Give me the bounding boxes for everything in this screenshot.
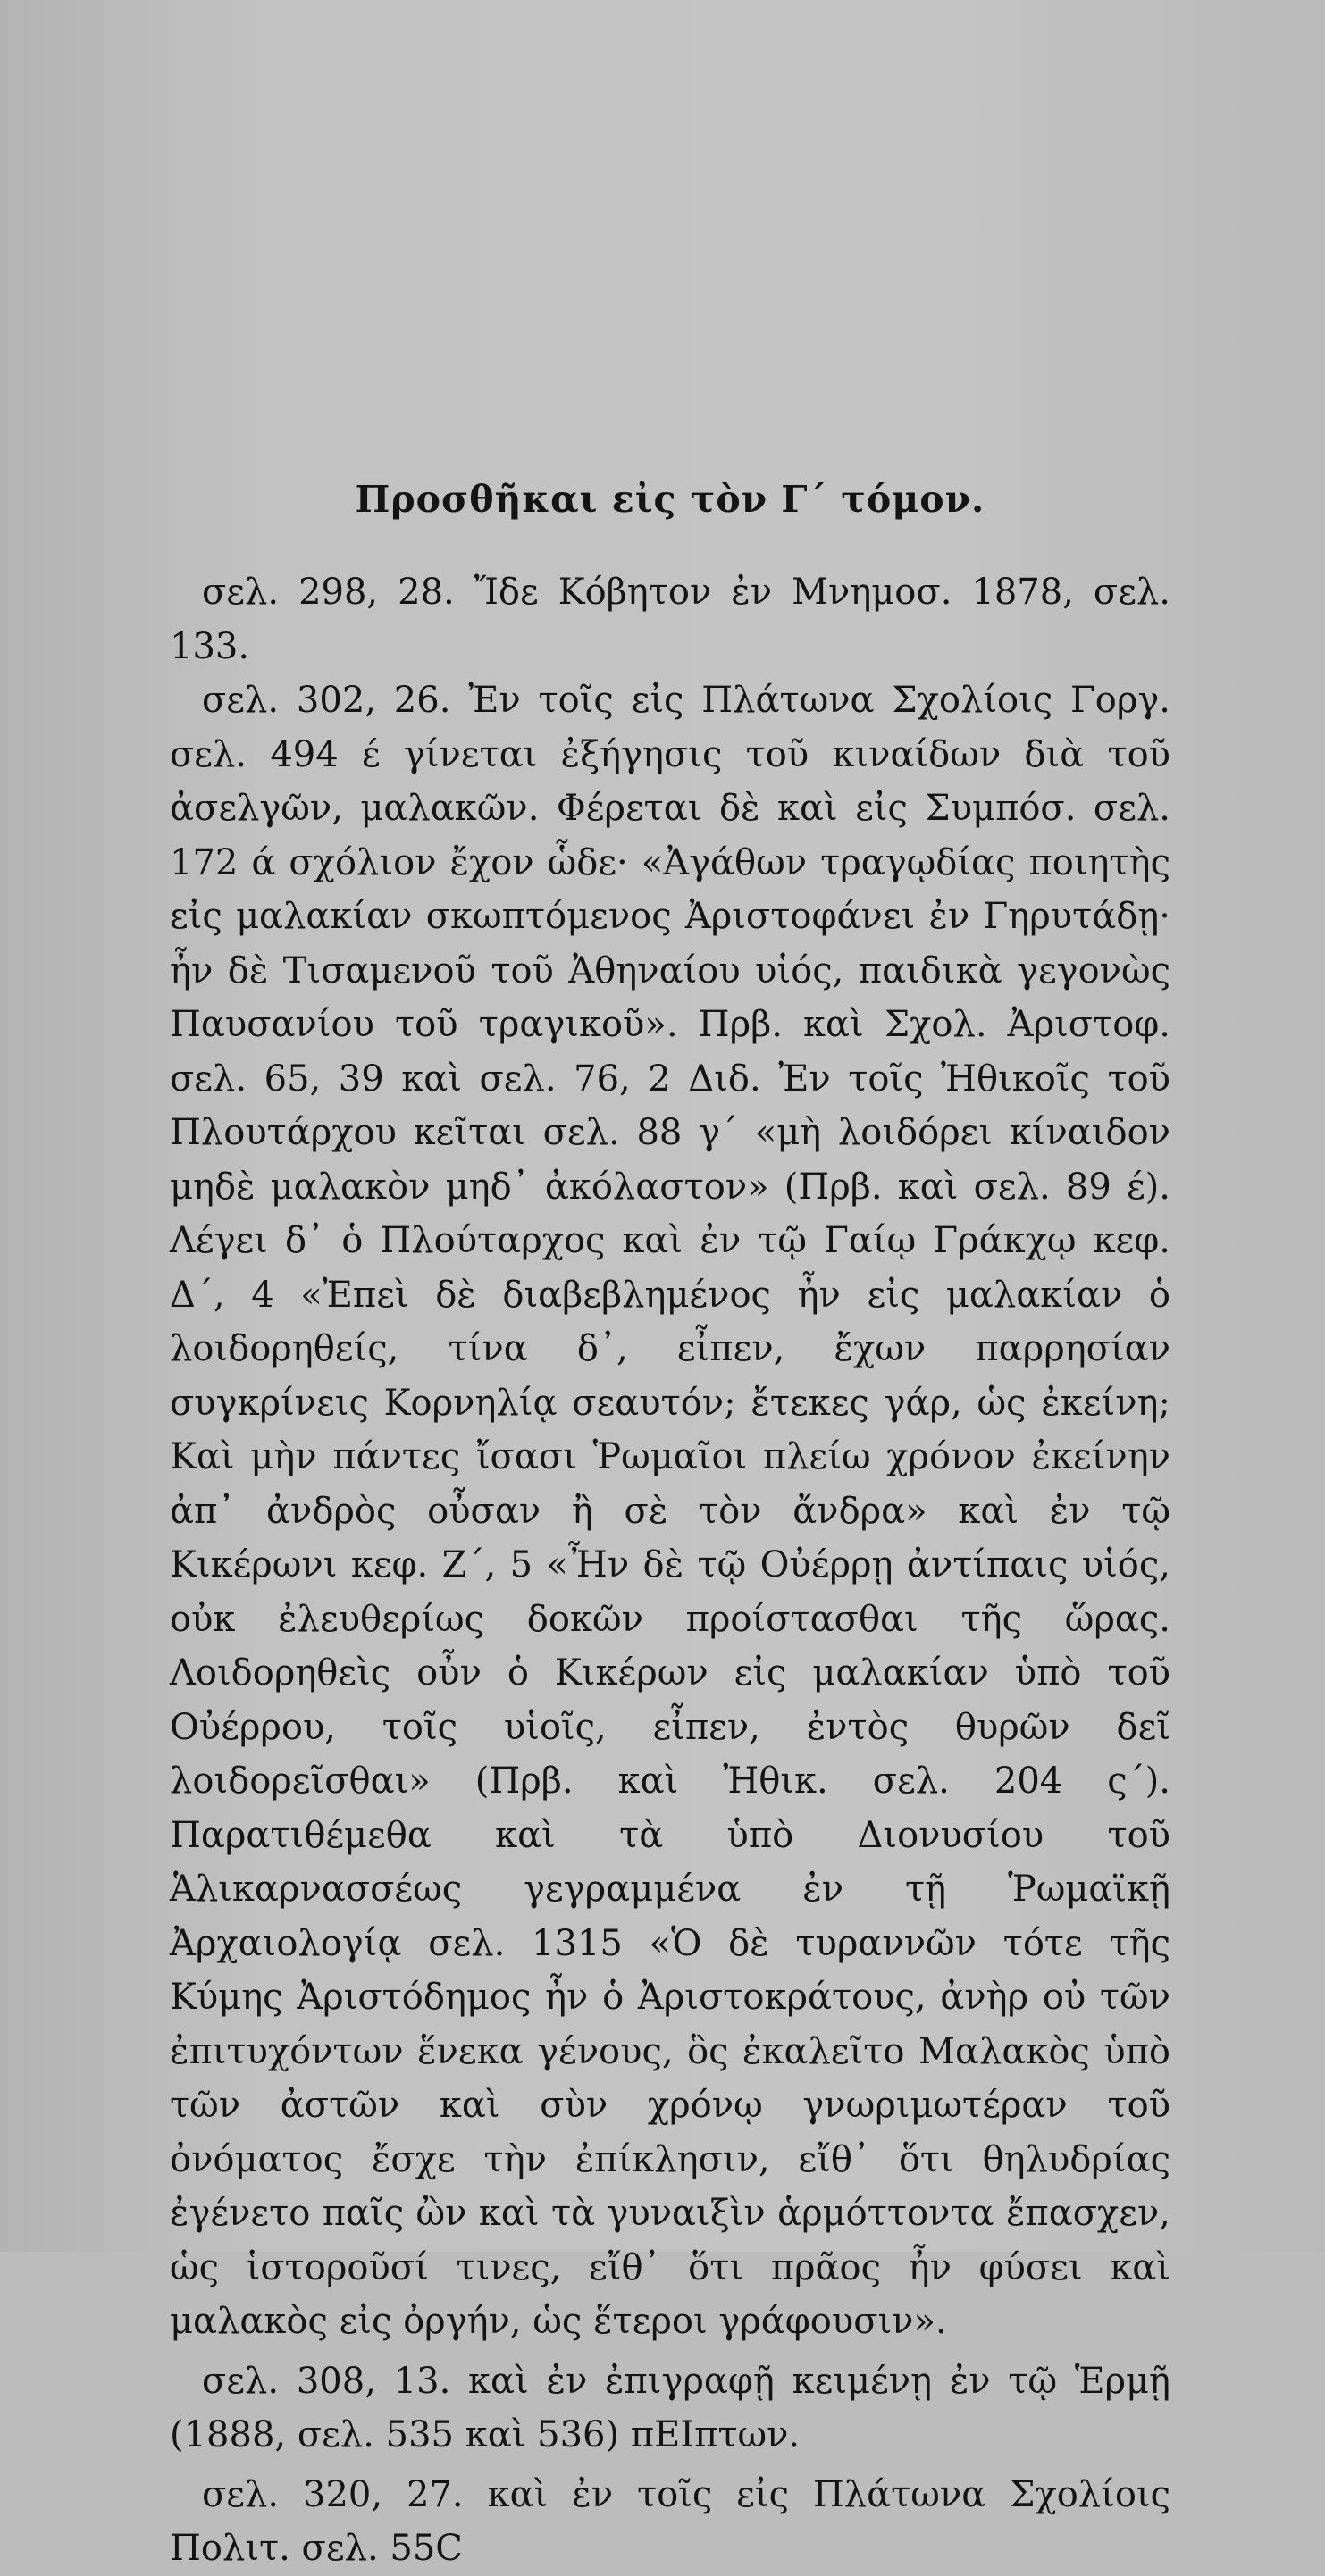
paragraph-2: σελ. 302, 26. Ἐν τοῖς εἰς Πλάτωνα Σχολίοις Γοργ. σελ. 494 έ γίνεται ἐξήγησις τοῦ κιναίδων διὰ τοῦ ἀσελγῶν, μαλακῶν. Φέρεται δὲ καὶ εἰς Συμπόσ. σελ. 172 ά σχόλιον ἔχον ὧδε· «Ἀγάθων τραγῳδίας ποιητὴς εἰς μαλακίαν σκωπτόμενος Ἀριστοφάνει ἐν Γηρυτάδῃ· ἦν δὲ Τισαμενοῦ τοῦ Ἀθηναίου υἱός, παιδικὰ γεγονὼς Παυσανίου τοῦ τραγικοῦ». Πρβ. καὶ Σχολ. Ἀριστοφ. σελ. 65, 39 καὶ σελ. 76, 2 Διδ. Ἐν τοῖς Ἠθικοῖς τοῦ Πλουτάρχου κεῖται σελ. 88 γ΄ «μὴ λοιδόρει κίναιδον μηδὲ μαλακὸν μηδ᾽ ἀκόλαστον» (Πρβ. καὶ σελ. 89 έ). Λέγει δ᾽ ὁ Πλούταρχος καὶ ἐν τῷ Γαίῳ Γράκχῳ κεφ. Δ΄, 4 «Ἐπεὶ δὲ διαβεβλημένος ἦν εἰς μαλακίαν ὁ λοιδορηθείς, τίνα δ᾽, εἶπεν, ἔχων παρρησίαν συγκρίνεις Κορνηλίᾳ σεαυτόν; ἔτεκες γάρ, ὡς ἐκείνη; Καὶ μὴν πάντες ἴσασι Ῥωμαῖοι πλείω χρόνον ἐκείνην ἀπ᾽ ἀνδρὸς οὖσαν ἢ σὲ τὸν ἄνδρα» καὶ ἐν τῷ Κικέρωνι κεφ. Ζ΄, 5 «Ἦν δὲ τῷ Οὐέρρῃ ἀντίπαις υἱός, οὐκ ἐλευθερίως δοκῶν προίστασθαι τῆς ὥρας. Λοιδορηθεὶς οὖν ὁ Κικέρων εἰς μαλακίαν ὑπὸ τοῦ Οὐέρρου, τοῖς υἱοῖς, εἶπεν, ἐντὸς θυρῶν δεῖ λοιδορεῖσθαι» (Πρβ. καὶ Ἠθικ. σελ. 204 ς΄). Παρατιθέμεθα καὶ τὰ ὑπὸ Διονυσίου τοῦ Ἁλικαρνασσέως γεγραμμένα ἐν τῇ Ῥωμαϊκῇ Ἀρχαιολογίᾳ σελ. 1315 «Ὁ δὲ τυραννῶν τότε τῆς Κύμης Ἀριστόδημος ἦν ὁ Ἀριστοκράτους, ἀνὴρ οὐ τῶν ἐπιτυχόντων ἕνεκα γένους, ὃς ἐκαλεῖτο Μαλακὸς ὑπὸ τῶν ἀστῶν καὶ σὺν χρόνῳ γνωριμωτέραν τοῦ ὀνόματος ἔσχε τὴν ἐπίκλησιν, εἴθ᾽ ὅτι θηλυδρίας ἐγένετο παῖς ὢν καὶ τὰ γυναιξὶν ἁρμόττοντα ἔπασχεν, ὡς ἱστοροῦσί τινες, εἴθ᾽ ὅτι πρᾶος ἦν φύσει καὶ μαλακὸς εἰς ὀργήν, ὡς ἕτεροι γράφουσιν». [170,680,1170,2342]
paragraph-3: σελ. 308, 13. καὶ ἐν ἐπιγραφῇ κειμένῃ ἐν τῷ Ἑρμῇ (1888, σελ. 535 καὶ 536) πΕΙπτων. [170,2360,1170,2455]
paragraph-1: σελ. 298, 28. Ἴδε Κόβητον ἐν Μνημοσ. 1878, σελ. 133. [170,572,1170,667]
text-block [170,478,1170,2576]
page-heading: Προσθῆκαι εἰς τὸν Γ΄ τόμον. [355,478,985,521]
paragraph-4: σελ. 320, 27. καὶ ἐν τοῖς εἰς Πλάτωνα Σχολίοις Πολιτ. σελ. 55C [170,2473,1170,2569]
